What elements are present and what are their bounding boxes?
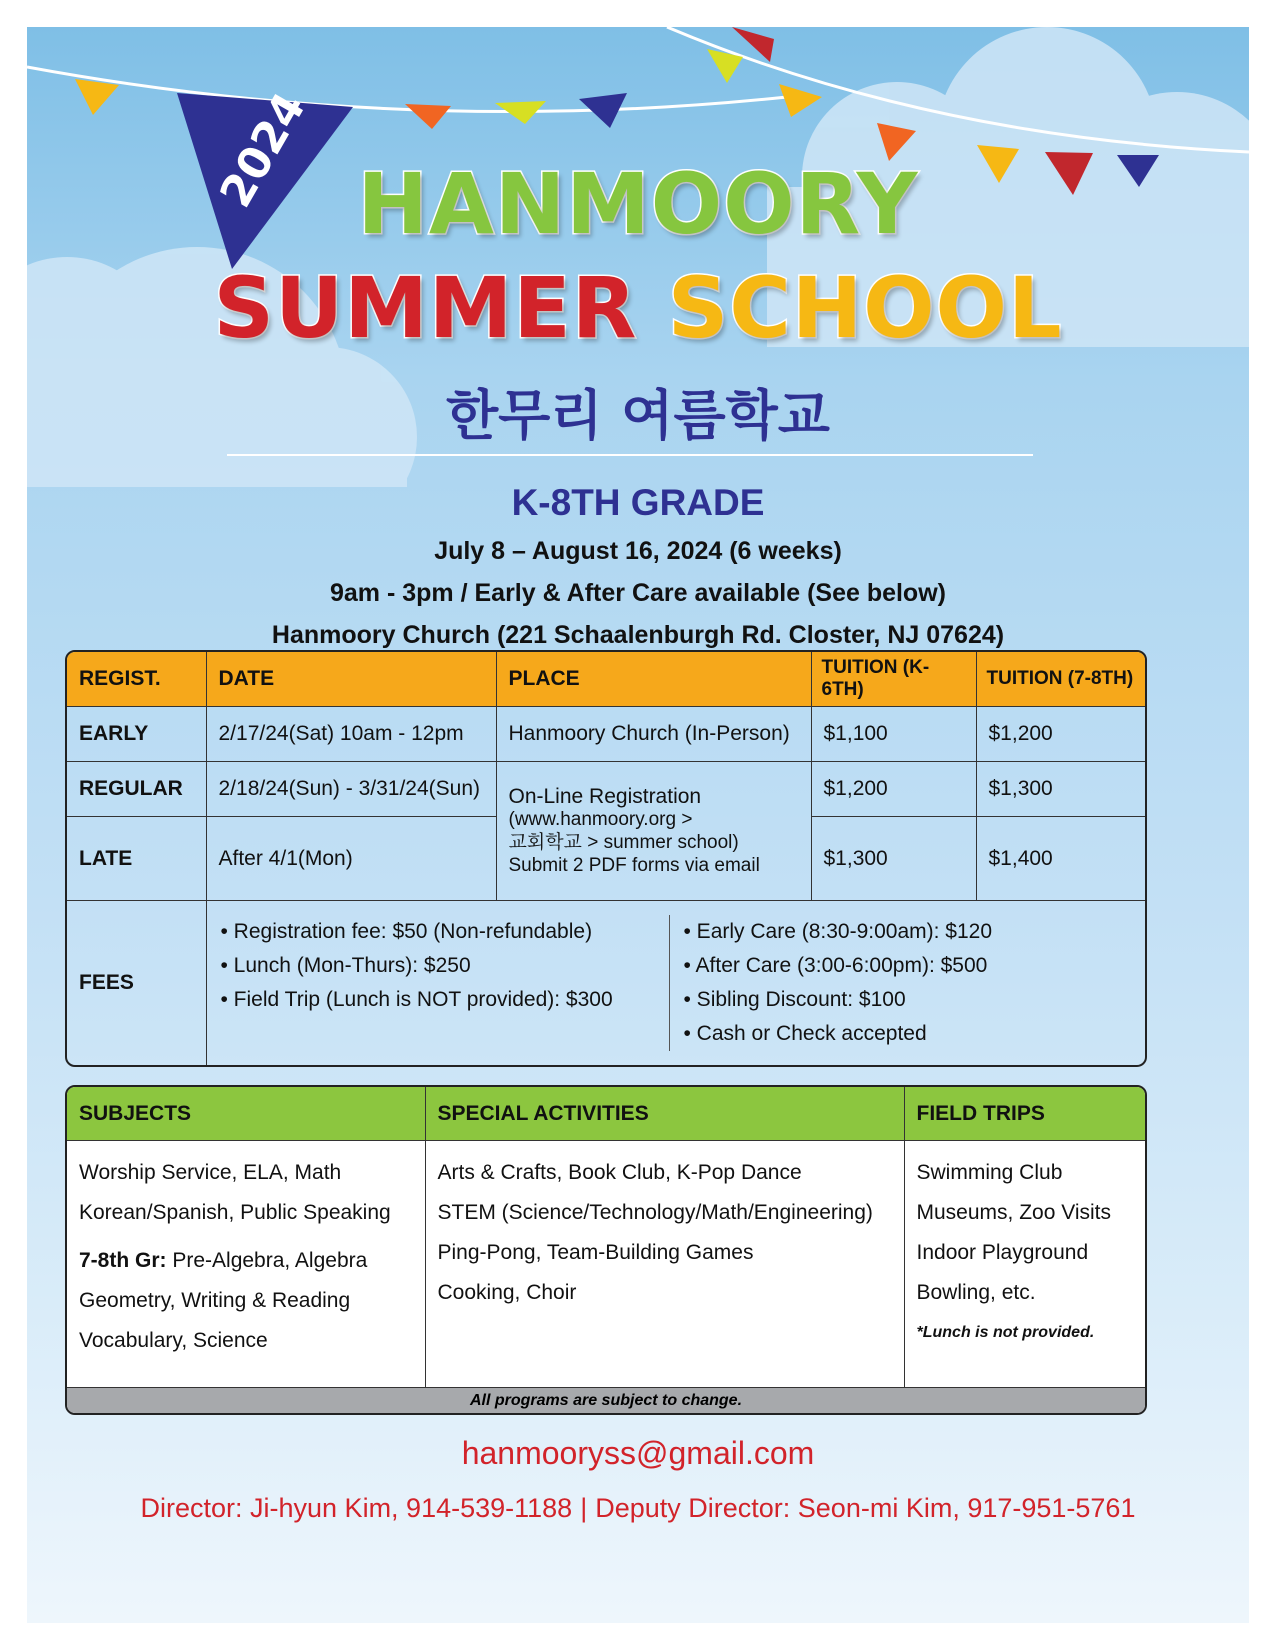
activity-item: Ping-Pong, Team-Building Games	[437, 1241, 754, 1264]
activity-item: STEM (Science/Technology/Math/Engineering)	[437, 1201, 873, 1224]
deputy-director-contact: Deputy Director: Seon-mi Kim, 917-951-5761	[595, 1493, 1136, 1523]
fee-item: • Lunch (Mon-Thurs): $250	[220, 954, 471, 977]
grade-range: K-8TH GRADE	[511, 482, 765, 523]
subjects-line: Vocabulary, Science	[79, 1329, 268, 1352]
online-line4: Submit 2 PDF forms via email	[508, 854, 760, 876]
field-trip-item: Museums, Zoo Visits	[916, 1201, 1112, 1224]
title-school: SCHOOL	[667, 259, 1063, 357]
subjects-cell	[67, 1141, 425, 1388]
late-tuition-78: $1,400	[976, 817, 1145, 901]
programs-footer-note: All programs are subject to change.	[67, 1387, 1145, 1413]
header-tuition-k6: TUITION (K-6TH)	[811, 652, 976, 707]
director-contact: Director: Ji-hyun Kim, 914-539-1188	[140, 1493, 573, 1523]
fee-item: • After Care (3:00-6:00pm): $500	[683, 954, 988, 977]
table-row-regular	[67, 762, 1145, 817]
header-regist: REGIST.	[67, 652, 206, 707]
title-summer: SUMMER	[213, 259, 638, 357]
programs-content-row	[67, 1141, 1145, 1388]
flag-orange	[405, 104, 451, 129]
fees-label: FEES	[67, 901, 206, 1066]
header-place: PLACE	[496, 652, 811, 707]
regular-date: 2/18/24(Sun) - 3/31/24(Sun)	[206, 762, 496, 817]
programs-table	[65, 1085, 1147, 1415]
activity-item: Arts & Crafts, Book Club, K-Pop Dance	[437, 1161, 802, 1184]
fee-item: • Field Trip (Lunch is NOT provided): $300	[220, 988, 613, 1011]
early-place: Hanmoory Church (In-Person)	[496, 707, 811, 762]
table-row-early	[67, 707, 1145, 762]
table-row-fees	[67, 901, 1145, 1066]
header-special-activities: SPECIAL ACTIVITIES	[425, 1087, 904, 1141]
fees-left-list	[219, 915, 670, 1051]
subjects-line: Korean/Spanish, Public Speaking	[79, 1201, 391, 1224]
program-location: Hanmoory Church (221 Schaalenburgh Rd. Closter, NJ 07624)	[271, 621, 1005, 649]
program-hours: 9am - 3pm / Early & After Care available (See below)	[330, 579, 946, 607]
early-label: EARLY	[67, 707, 206, 762]
title-summer-school	[27, 259, 1249, 357]
fee-item: • Cash or Check accepted	[683, 1022, 927, 1045]
year-label: 2024	[210, 84, 316, 216]
fee-item: • Sibling Discount: $100	[683, 988, 906, 1011]
registration-header-row	[67, 652, 1145, 707]
header-date: DATE	[206, 652, 496, 707]
fee-item: • Early Care (8:30-9:00am): $120	[683, 920, 992, 943]
online-line2: (www.hanmoory.org >	[508, 809, 693, 831]
subjects-line: Worship Service, ELA, Math	[79, 1161, 342, 1184]
subjects-grade-line	[79, 1241, 413, 1281]
field-trip-item: Bowling, etc.	[916, 1281, 1036, 1304]
regular-tuition-78: $1,300	[976, 762, 1145, 817]
programs-header-row	[67, 1087, 1145, 1141]
program-dates: July 8 – August 16, 2024 (6 weeks)	[434, 537, 842, 565]
field-trips-cell	[904, 1141, 1145, 1388]
field-trip-item: Swimming Club	[916, 1161, 1063, 1184]
regular-label: REGULAR	[67, 762, 206, 817]
subjects-line: Pre-Algebra, Algebra	[166, 1249, 368, 1272]
contact-directors	[27, 1493, 1249, 1524]
title-hanmoory: HANMOORY	[357, 155, 919, 253]
fees-details	[206, 901, 1145, 1066]
activity-item: Cooking, Choir	[437, 1281, 577, 1304]
regular-tuition-k6: $1,200	[811, 762, 976, 817]
early-date: 2/17/24(Sat) 10am - 12pm	[206, 707, 496, 762]
late-label: LATE	[67, 817, 206, 901]
flyer-page	[27, 27, 1249, 1623]
contact-separator: |	[580, 1493, 588, 1523]
title-korean: 한무리 여름학교	[446, 384, 830, 447]
activities-cell	[425, 1141, 904, 1388]
contact-email[interactable]: hanmooryss@gmail.com	[461, 1435, 815, 1471]
online-registration-place	[496, 762, 811, 901]
late-date: After 4/1(Mon)	[206, 817, 496, 901]
early-tuition-78: $1,200	[976, 707, 1145, 762]
header-tuition-78: TUITION (7-8TH)	[976, 652, 1145, 707]
fee-item: • Registration fee: $50 (Non-refundable)	[220, 920, 593, 943]
online-line1: On-Line Registration	[508, 785, 702, 809]
flag-yellow	[75, 79, 119, 115]
fees-right-list	[684, 915, 993, 1051]
flag-yellow-2	[779, 84, 822, 117]
field-trip-item: Indoor Playground	[916, 1241, 1089, 1264]
header-subjects: SUBJECTS	[67, 1087, 425, 1141]
grade-label: 7-8th Gr:	[79, 1249, 167, 1272]
header-field-trips: FIELD TRIPS	[904, 1087, 1145, 1141]
late-tuition-k6: $1,300	[811, 817, 976, 901]
early-tuition-k6: $1,100	[811, 707, 976, 762]
lunch-note: *Lunch is not provided.	[916, 1324, 1095, 1341]
registration-table	[65, 650, 1147, 1067]
online-line3: 교회학교 > summer school)	[508, 832, 739, 854]
subjects-line: Geometry, Writing & Reading	[79, 1289, 351, 1312]
divider	[227, 454, 1033, 456]
